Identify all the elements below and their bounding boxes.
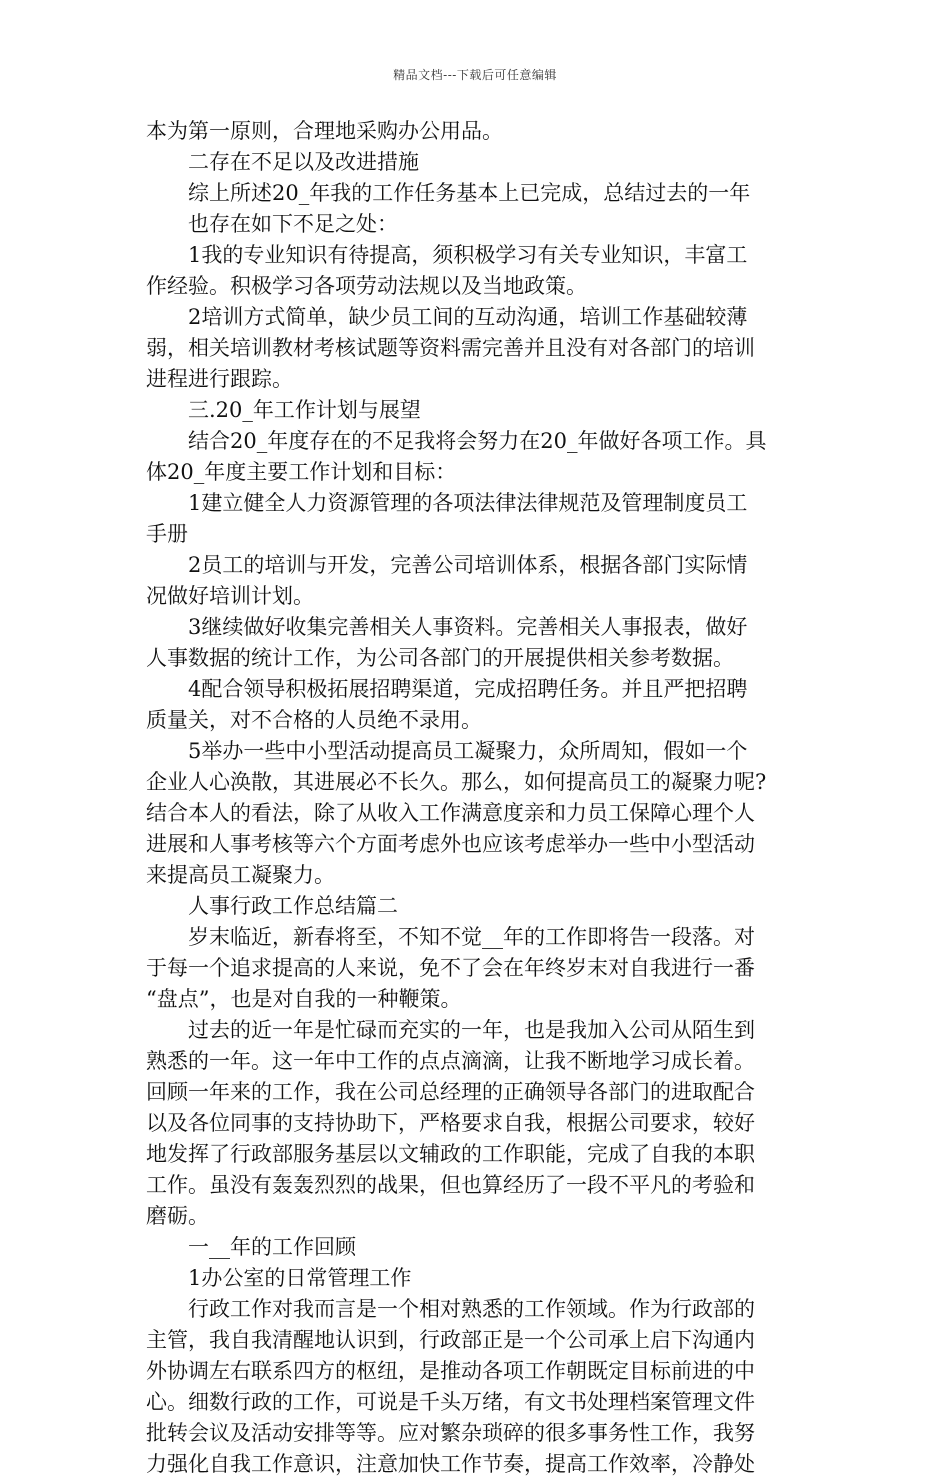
text-line: 熟悉的一年。这一年中工作的点点滴滴，让我不断地学习成长着。 bbox=[146, 1049, 755, 1073]
text-line: 3继续做好收集完善相关人事资料。完善相关人事报表，做好 bbox=[188, 615, 748, 639]
text-line: 进程进行跟踪。 bbox=[146, 367, 293, 391]
text-line: 弱，相关培训教材考核试题等资料需完善并且没有对各部门的培训 bbox=[146, 336, 755, 360]
text-line: 2培训方式简单，缺少员工间的互动沟通，培训工作基础较薄 bbox=[188, 305, 748, 329]
page-header: 精品文档---下载后可任意编辑 bbox=[393, 68, 557, 82]
text-line: 也存在如下不足之处： bbox=[188, 212, 398, 236]
text-line: 力强化自我工作意识，注意加快工作节奏，提高工作效率，冷静处 bbox=[146, 1452, 755, 1476]
text-line: 企业人心涣散，其进展必不长久。那么，如何提高员工的凝聚力呢? bbox=[146, 770, 767, 794]
text-line: 批转会议及活动安排等等。应对繁杂琐碎的很多事务性工作，我努 bbox=[146, 1421, 755, 1445]
text-line: 进展和人事考核等六个方面考虑外也应该考虑举办一些中小型活动 bbox=[146, 832, 755, 856]
text-line: 外协调左右联系四方的枢纽，是推动各项工作朝既定目标前进的中 bbox=[146, 1359, 755, 1383]
text-line: 于每一个追求提高的人来说，免不了会在年终岁末对自我进行一番 bbox=[146, 956, 755, 980]
text-line: 2员工的培训与开发，完善公司培训体系，根据各部门实际情 bbox=[188, 553, 748, 577]
text-line: 手册 bbox=[146, 522, 188, 546]
text-line: 回顾一年来的工作，我在公司总经理的正确领导各部门的进取配合 bbox=[146, 1080, 755, 1104]
text-line: 体20_年度主要工作计划和目标： bbox=[146, 460, 457, 484]
text-line: 地发挥了行政部服务基层以文辅政的工作职能，完成了自我的本职 bbox=[146, 1142, 755, 1166]
text-line: 1办公室的日常管理工作 bbox=[188, 1266, 412, 1290]
text-line: 结合本人的看法，除了从收入工作满意度亲和力员工保障心理个人 bbox=[146, 801, 755, 825]
text-line: 一__年的工作回顾 bbox=[188, 1235, 356, 1259]
text-line: 主管，我自我清醒地认识到，行政部正是一个公司承上启下沟通内 bbox=[146, 1328, 755, 1352]
text-line: 二存在不足以及改进措施 bbox=[188, 150, 419, 174]
text-line: 行政工作对我而言是一个相对熟悉的工作领域。作为行政部的 bbox=[188, 1297, 755, 1321]
text-line: 以及各位同事的支持协助下，严格要求自我，根据公司要求，较好 bbox=[146, 1111, 755, 1135]
text-line: 1建立健全人力资源管理的各项法律法律规范及管理制度员工 bbox=[188, 491, 748, 515]
text-line: 工作。虽没有轰轰烈烈的战果，但也算经历了一段不平凡的考验和 bbox=[146, 1173, 755, 1197]
text-line: “盘点”，也是对自我的一种鞭策。 bbox=[146, 987, 462, 1011]
document-body bbox=[146, 116, 810, 1480]
text-line: 作经验。积极学习各项劳动法规以及当地政策。 bbox=[146, 274, 587, 298]
text-line: 人事数据的统计工作，为公司各部门的开展提供相关参考数据。 bbox=[146, 646, 734, 670]
text-line: 人事行政工作总结篇二 bbox=[188, 894, 398, 918]
text-line: 岁末临近，新春将至，不知不觉__年的工作即将告一段落。对 bbox=[188, 925, 755, 949]
text-line: 来提高员工凝聚力。 bbox=[146, 863, 335, 887]
text-line: 本为第一原则，合理地采购办公用品。 bbox=[146, 119, 503, 143]
text-line: 况做好培训计划。 bbox=[146, 584, 314, 608]
text-line: 质量关，对不合格的人员绝不录用。 bbox=[146, 708, 482, 732]
text-line: 心。细数行政的工作，可说是千头万绪，有文书处理档案管理文件 bbox=[146, 1390, 755, 1414]
text-line: 磨砺。 bbox=[146, 1204, 209, 1228]
text-line: 过去的近一年是忙碌而充实的一年，也是我加入公司从陌生到 bbox=[188, 1018, 755, 1042]
text-line: 1我的专业知识有待提高，须积极学习有关专业知识，丰富工 bbox=[188, 243, 748, 267]
text-line: 4配合领导积极拓展招聘渠道，完成招聘任务。并且严把招聘 bbox=[188, 677, 748, 701]
text-line: 综上所述20_年我的工作任务基本上已完成，总结过去的一年 bbox=[188, 181, 751, 205]
text-line: 5举办一些中小型活动提高员工凝聚力，众所周知，假如一个 bbox=[188, 739, 748, 763]
text-line: 结合20_年度存在的不足我将会努力在20_年做好各项工作。具 bbox=[188, 429, 767, 453]
text-line: 三.20_年工作计划与展望 bbox=[188, 398, 421, 422]
